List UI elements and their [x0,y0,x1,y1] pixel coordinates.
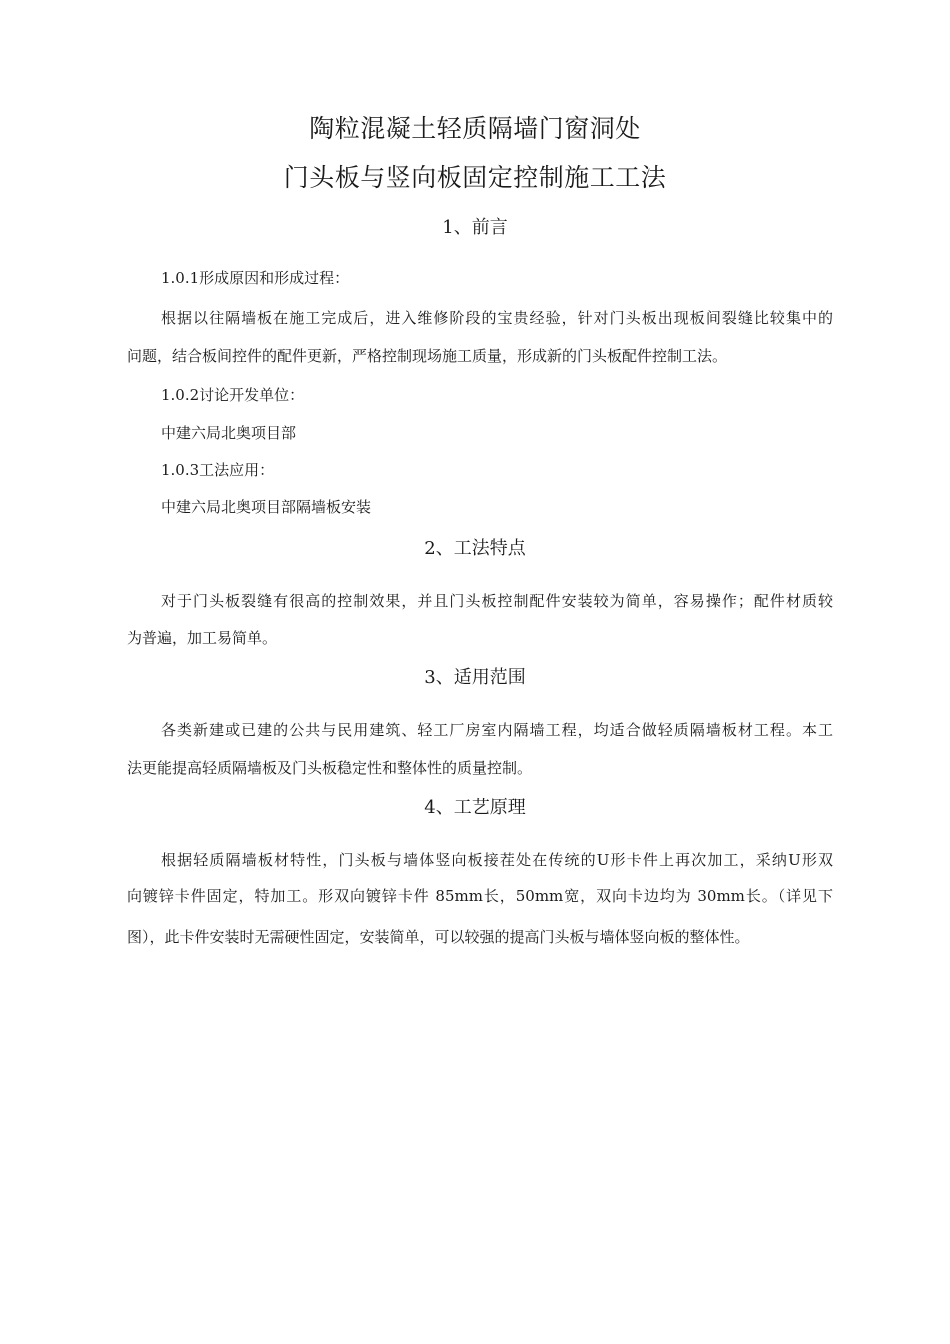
section-heading-principle: 4、工艺原理 [424,797,526,818]
document-title-line-1: 陶粒混凝土轻质隔墙门窗洞处 [309,114,641,143]
paragraph-line: 1.0.1形成原因和形成过程： [161,269,350,287]
paragraph-line: 向镀锌卡件固定，特加工。形双向镀锌卡件 85mm长，50mm宽，双向卡边均为 30mm长。（详见下 [127,887,833,905]
paragraph-line: 中建六局北奥项目部 [161,424,297,442]
paragraph-line: 根据以往隔墙板在施工完成后，进入维修阶段的宝贵经验，针对门头板出现板间裂缝比较集中的 [161,309,833,327]
paragraph-line: 根据轻质隔墙板材特性，门头板与墙体竖向板接茬处在传统的U形卡件上再次加工，采纳U形双 [161,851,833,869]
section-heading-scope: 3、适用范围 [424,667,526,688]
paragraph-line: 为普遍，加工易简单。 [127,629,278,647]
section-heading-preface: 1、前言 [442,217,508,238]
paragraph-line: 1.0.3工法应用： [161,461,275,479]
paragraph-line: 中建六局北奥项目部隔墙板安装 [161,498,372,516]
paragraph-line: 图），此卡件安装时无需硬性固定，安装简单，可以较强的提高门头板与墙体竖向板的整体性。 [127,928,750,946]
paragraph-line: 对于门头板裂缝有很高的控制效果，并且门头板控制配件安装较为简单，容易操作；配件材质较 [161,592,833,610]
paragraph-line: 1.0.2讨论开发单位： [161,386,305,404]
document-title-line-2: 门头板与竖向板固定控制施工工法 [283,163,667,192]
paragraph-line: 法更能提高轻质隔墙板及门头板稳定性和整体性的质量控制。 [127,759,533,777]
section-heading-features: 2、工法特点 [424,538,526,559]
paragraph-line: 各类新建或已建的公共与民用建筑、轻工厂房室内隔墙工程，均适合做轻质隔墙板材工程。本工 [161,721,833,739]
paragraph-line: 问题，结合板间控件的配件更新，严格控制现场施工质量，形成新的门头板配件控制工法。 [127,347,728,365]
